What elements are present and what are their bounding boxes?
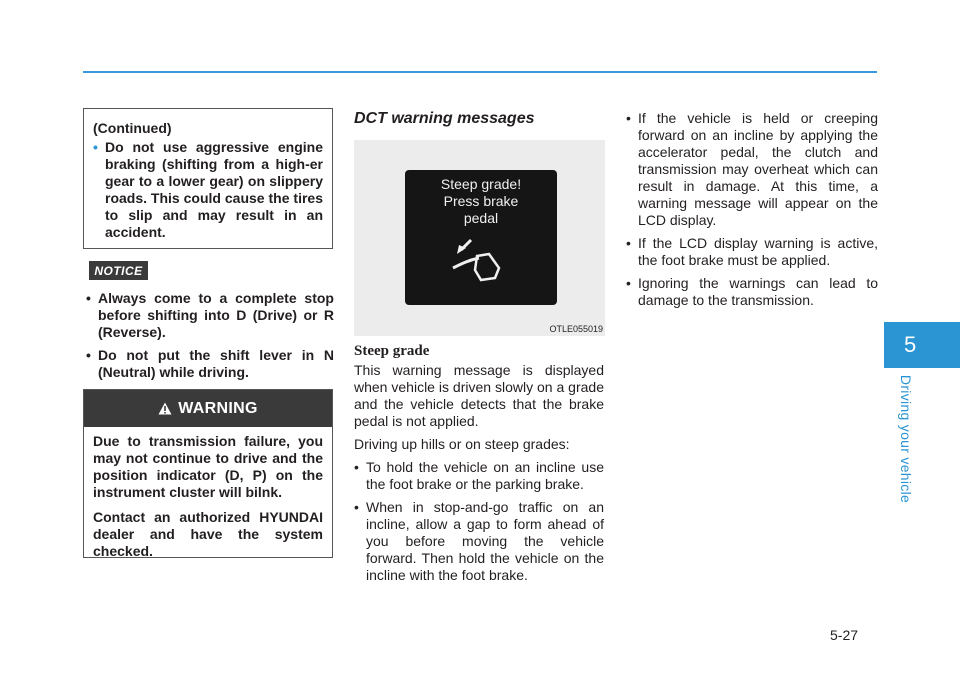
list-item — [354, 459, 604, 493]
header-rule — [83, 71, 877, 73]
list-item-text: If the vehicle is held or creeping forward on an incline by applying the accelerator pedal, the clutch and transmission may overheat which can result in damage. At this time, a warning message will appear on the LCD display. — [638, 110, 878, 228]
continued-heading: (Continued) — [93, 120, 172, 136]
lcd-figure — [354, 140, 605, 336]
notice-item-text: Always come to a complete stop before shifting into D (Drive) or R (Reverse). — [98, 290, 334, 340]
bullet-icon: • — [86, 290, 91, 306]
list-item-text: If the LCD display warning is active, the foot brake must be applied. — [638, 235, 878, 268]
subsection-title: Steep grade — [354, 343, 430, 359]
notice-badge: NOTICE — [89, 261, 148, 280]
column3-content — [626, 110, 878, 315]
continued-box — [83, 108, 333, 249]
warning-body — [84, 427, 332, 560]
list-item — [626, 275, 878, 309]
chapter-tab — [884, 322, 960, 368]
chapter-title-text: Driving your vehicle — [898, 374, 914, 504]
notice-item — [86, 290, 334, 341]
bullet-icon: • — [626, 235, 631, 251]
continued-item-text: Do not use aggressive engine braking (shifting from a high-er gear to a lower gear) on slippery roads. This could cause the tires to slip and may result in an accident. — [105, 139, 323, 240]
warning-paragraph: Contact an authorized HYUNDAI dealer and have the system checked. — [93, 509, 323, 559]
page-number: 5-27 — [830, 627, 859, 643]
bullet-icon: • — [354, 459, 359, 475]
steep-grade-content — [354, 362, 604, 590]
lcd-line: Press brake — [443, 193, 519, 209]
lcd-line: pedal — [463, 210, 499, 226]
list-item-text: To hold the vehicle on an incline use the foot brake or the parking brake. — [366, 459, 604, 492]
warning-paragraph: Due to transmission failure, you may not continue to drive and the position indicator (D, P) on the instrument cluster will bilnk. — [93, 433, 323, 500]
notice-item-text: Do not put the shift lever in N (Neutral) while driving. — [98, 347, 334, 380]
notice-item — [86, 347, 334, 381]
bullet-icon: • — [626, 110, 631, 126]
description-paragraph: This warning message is displayed when vehicle is driven slowly on a grade and the vehicle detects that the brake pedal is not applied. — [354, 362, 604, 429]
list-item — [626, 235, 878, 269]
bullet-icon: • — [354, 499, 359, 515]
figure-caption: OTLE055019 — [549, 324, 603, 334]
bullet-icon: • — [626, 275, 631, 291]
bullet-icon: • — [93, 139, 98, 155]
list-item-text: When in stop-and-go traffic on an incline, allow a gap to form ahead of you before moving the vehicle forward. Then hold the vehicle on the incline with the foot brake. — [366, 499, 604, 583]
continued-item — [93, 139, 323, 241]
intro-paragraph: Driving up hills or on steep grades: — [354, 436, 570, 452]
list-item — [354, 499, 604, 584]
chapter-title — [892, 374, 920, 504]
list-item-text: Ignoring the warnings can lead to damage to the transmission. — [638, 275, 878, 308]
notice-list — [86, 290, 334, 387]
brake-pedal-icon — [449, 234, 513, 292]
warning-box — [83, 389, 333, 558]
chapter-number: 5 — [904, 332, 917, 357]
lcd-display — [405, 170, 557, 305]
bullet-icon: • — [86, 347, 91, 363]
warning-label: WARNING — [178, 399, 258, 417]
lcd-line: Steep grade! — [440, 176, 522, 192]
list-item — [626, 110, 878, 229]
warning-header — [84, 390, 332, 427]
warning-triangle-icon — [158, 402, 172, 415]
section-title: DCT warning messages — [354, 110, 535, 127]
